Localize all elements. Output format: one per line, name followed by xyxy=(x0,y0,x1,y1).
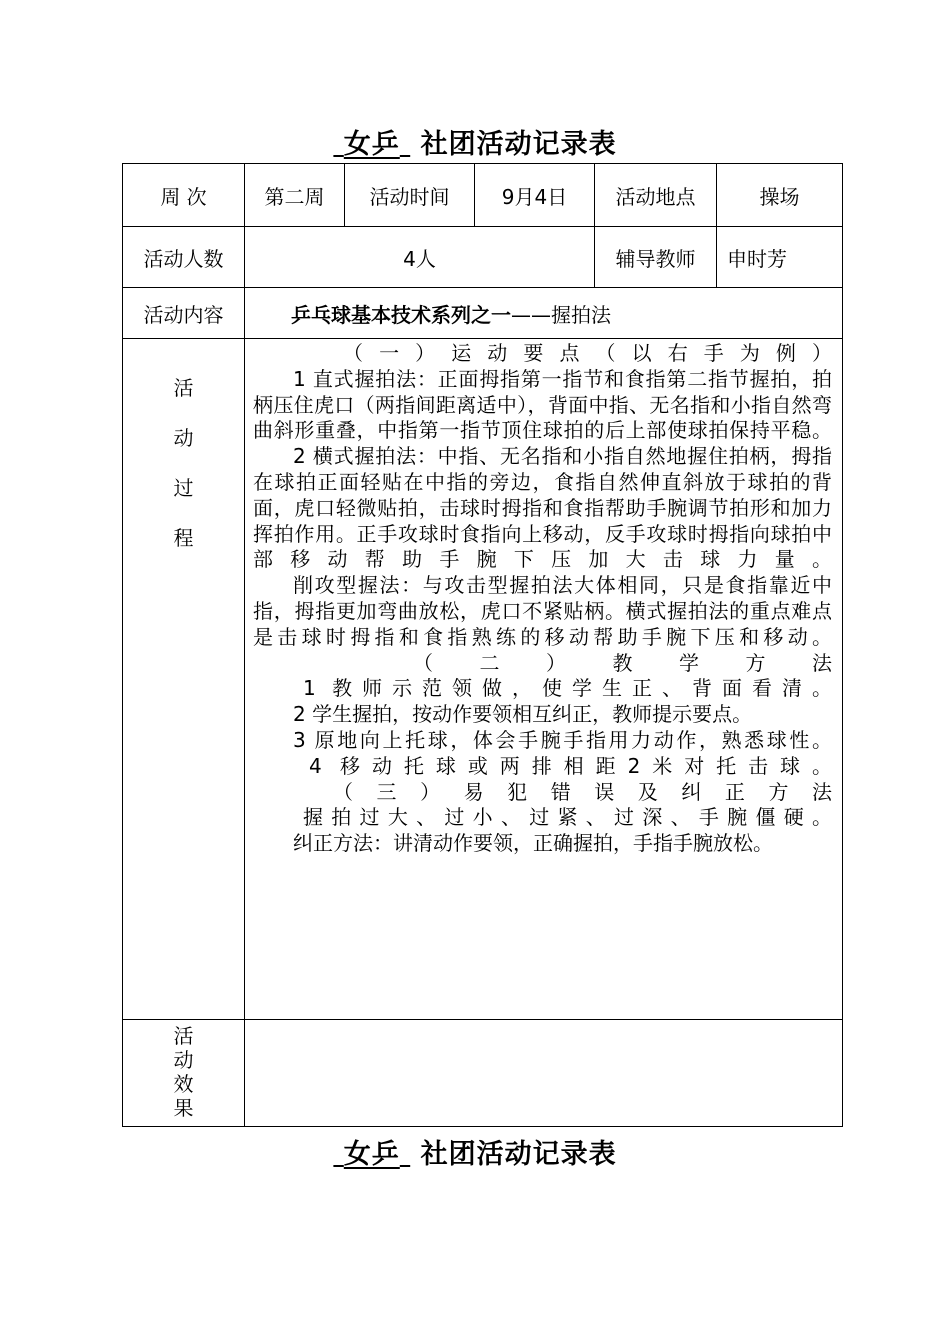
effect-label-char: 动 xyxy=(173,1048,194,1072)
effect-value xyxy=(245,1020,843,1127)
content-subtopic: ——握拍法 xyxy=(511,302,611,327)
process-content xyxy=(245,339,843,1020)
content-value xyxy=(245,288,843,339)
club-name: 女乒 xyxy=(343,129,400,160)
time-label: 活动时间 xyxy=(345,164,475,227)
grip-horizontal: 2 横式握拍法：中指、无名指和小指自然地握住拍柄，拇指在球拍正面轻贴在中指的旁边，食指自然伸直斜放于球拍的背面，虎口轻微贴拍，击球时拇指和食指帮助手腕调节拍形和加力挥拍作用。正手攻球时食指向上移动，反手攻球时拇指向球拍中部移动帮助手腕下压加大击球力量。 xyxy=(253,444,832,572)
method-1: 1 教师示范领做，使学生正、背面看清。 xyxy=(303,676,832,701)
grip-chop: 削攻型握法：与攻击型握拍法大体相同，只是食指靠近中指，拇指更加弯曲放松，虎口不紧贴柄。横式握拍法的重点难点是击球时拇指和食指熟练的移动帮助手腕下压和移动。 xyxy=(253,573,832,649)
common-errors: 握拍过大、过小、过紧、过深、手腕僵硬。 xyxy=(303,805,832,830)
method-4: 4 移动托球或两排相距2米对托击球。 xyxy=(309,753,832,778)
count-label: 活动人数 xyxy=(123,227,245,288)
content-topic: 乒乓球基本技术系列之一 xyxy=(291,302,511,327)
correction-method: 纠正方法：讲清动作要领，正确握拍，手指手腕放松。 xyxy=(293,831,773,856)
effect-label-char: 果 xyxy=(173,1096,194,1120)
title-suffix: 社团活动记录表 xyxy=(420,1139,617,1170)
count-value: 4人 xyxy=(245,227,595,288)
place-label: 活动地点 xyxy=(595,164,717,227)
section-heading-1: （一）运动要点（以右手为例） xyxy=(343,341,832,365)
place-value: 操场 xyxy=(717,164,843,227)
record-table xyxy=(122,163,843,1127)
section-heading-2: （二）教学方法 xyxy=(413,650,832,675)
process-label-char: 过 xyxy=(173,476,194,500)
club-name: 女乒 xyxy=(343,1139,400,1170)
teacher-label: 辅导教师 xyxy=(595,227,717,288)
record-title xyxy=(0,122,950,161)
effect-label-char: 活 xyxy=(173,1024,194,1048)
process-label xyxy=(123,339,245,1020)
grip-vertical: 1 直式握拍法：正面拇指第一指节和食指第二指节握拍，拍柄压住虎口（两指间距离适中），背面中指、无名指和小指自然弯曲斜形重叠，中指第一指节顶住球拍的后上部使球拍保持平稳。 xyxy=(253,366,832,443)
effect-label xyxy=(123,1020,245,1127)
teacher-value: 申时芳 xyxy=(717,227,843,288)
process-label-char: 程 xyxy=(173,526,194,550)
effect-label-char: 效 xyxy=(173,1072,194,1096)
method-3: 3 原地向上托球，体会手腕手指用力动作，熟悉球性。 xyxy=(293,727,832,752)
week-label: 周 次 xyxy=(123,164,245,227)
time-value: 9月4日 xyxy=(475,164,595,227)
title-suffix: 社团活动记录表 xyxy=(420,129,617,160)
section-heading-3: （三）易犯错误及纠正方法 xyxy=(333,779,832,804)
process-label-char: 活 xyxy=(173,376,194,400)
process-label-char: 动 xyxy=(173,426,194,450)
week-value: 第二周 xyxy=(245,164,345,227)
record-title-next xyxy=(0,1132,950,1171)
method-2: 2 学生握拍，按动作要领相互纠正，教师提示要点。 xyxy=(293,702,753,727)
content-label: 活动内容 xyxy=(123,288,245,339)
